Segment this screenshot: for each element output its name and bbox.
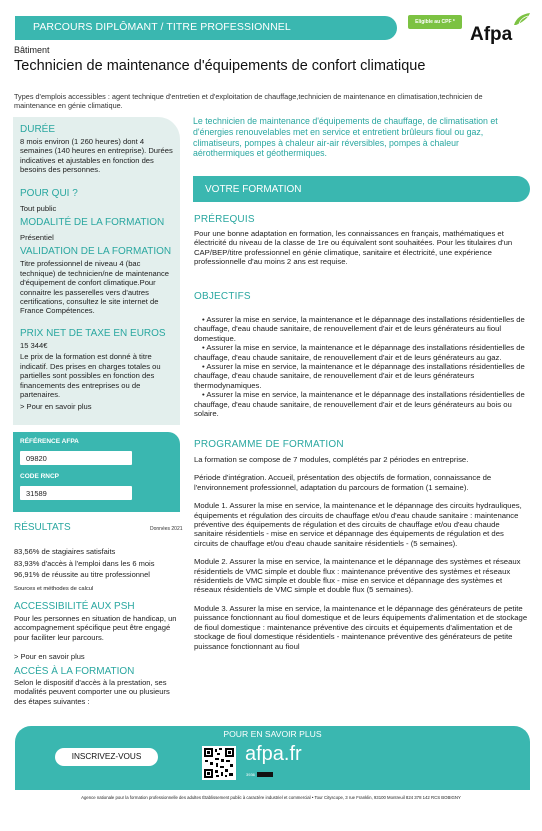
qr-code-icon [202, 746, 236, 780]
reference-afpa-value: 09820 [20, 451, 132, 465]
prerequis-heading: PRÉREQUIS [194, 214, 255, 225]
page-title: Technicien de maintenance d'équipements de confort climatique [14, 58, 426, 74]
objectifs-list [194, 315, 529, 418]
code-rncp-label: CODE RNCP [20, 473, 60, 480]
info-sidebar [13, 117, 180, 425]
results-list [14, 546, 154, 581]
prix-value: 15 344€ [20, 340, 48, 350]
service-badge [257, 772, 273, 777]
psh-text: Pour les personnes en situation de handicap, un accompagnement spécifique peut être engagé pour faciliter leur parcours. [14, 614, 177, 642]
psh-more-link[interactable]: > Pour en savoir plus [14, 652, 85, 661]
objectif-item: • Assurer la mise en service, la maintenance et le dépannage des installations résidentielles de chauffage, d'eau chaude sanitaire, de renouvellement d'air et de leurs générateurs thermodynamiques. [194, 362, 525, 390]
programme-integration: Période d'intégration. Accueil, présentation des objectifs de formation, connaissance de l'environnement professionnel, adaptation du parcours de formation (1 semaine). [194, 473, 492, 492]
objectif-item: • Assurer la mise en service, la maintenance et le dépannage des installations résidentielles de chauffage, d'eau chaude sanitaire, de renouvellement d'air et de leurs générateurs au bois ou solaire. [194, 390, 525, 419]
program-type-banner: PARCOURS DIPLÔMANT / TITRE PROFESSIONNEL [15, 16, 397, 40]
logo-wordmark: Afpa [470, 24, 513, 45]
cpf-eligible-badge: Eligible au CPF * [408, 15, 462, 29]
pour-qui-heading: POUR QUI ? [20, 187, 78, 199]
result-item: 83,93% d'accès à l'emploi dans les 6 mois [14, 558, 155, 568]
programme-text [194, 455, 529, 660]
footer-band [15, 726, 530, 790]
results-source-link[interactable]: Sources et méthodes de calcul [14, 586, 94, 592]
modalite-heading: MODALITÉ DE LA FORMATION [20, 217, 165, 229]
result-item: 83,56% de stagiaires satisfaits [14, 547, 116, 556]
programme-module-1: Module 1. Assurer la mise en service, la maintenance et le dépannage des circuits hydrauliques, équipements et régulation des circuits de chauffage et/ou d'eau chaude sanitaire : maintenance préventive des équipements de régulation et des circuits de chauffage et/ou d'eau chaude sanitaire résidentiels - mise en service et dépannage des équipements de régulation et des circuits de chauffage et/ou d'eau chaude sanitaire résidentiels - (5 semaines). [194, 501, 522, 548]
reference-afpa-label: RÉFÉRENCE AFPA [20, 438, 79, 445]
phone-code: 3936 [246, 772, 255, 777]
objectifs-heading: OBJECTIFS [194, 291, 251, 302]
validation-heading: VALIDATION DE LA FORMATION [20, 246, 172, 258]
programme-heading: PROGRAMME DE FORMATION [194, 439, 344, 450]
intro-text: Le technicien de maintenance d'équipements de chauffage, de climatisation et d'énergies renouvelables met en service et entretient brûleurs fioul ou gaz, climatiseurs, pompes à chaleur air-air réversibles, pompes à chaleur aérothermiques et géothermiques. [193, 116, 498, 159]
psh-heading: ACCESSIBILITÉ AUX PSH [14, 601, 135, 612]
modalite-text: Présentiel [20, 233, 54, 243]
acces-text: Selon le dispositif d'accès à la prestation, ses modalités peuvent comporter une ou plusieurs des étapes suivantes : [14, 678, 170, 706]
footer-heading: POUR EN SAVOIR PLUS [223, 729, 322, 739]
afpa-website-link[interactable]: afpa.fr [245, 743, 302, 765]
category-label: Bâtiment [14, 45, 50, 55]
objectif-item: • Assurer la mise en service, la maintenance et le dépannage des installations résidentielles de chauffage, d'eau chaude sanitaire, de renouvellement d'air et de leurs générateurs au fioul domestique. [194, 315, 525, 343]
validation-text: Titre professionnel de niveau 4 (bac technique) de technicien/ne de maintenance d'équipement de confort climatique.Pour connaitre les passerelles vers d'autres certifications, consultez le site internet de France Compétences. [20, 259, 170, 316]
qr-code-graphic [204, 748, 234, 778]
signup-button[interactable]: INSCRIVEZ-VOUS [55, 748, 158, 766]
votre-formation-banner: VOTRE FORMATION [193, 176, 530, 202]
prix-text: Le prix de la formation est donné à titre indicatif. Des prises en charges totales ou partielles sont possibles en fonction des financements des entreprises ou de partenaires. [20, 352, 161, 399]
objectif-item: • Assurer la mise en service, la maintenance et le dépannage des installations résidentielles de chauffage, d'eau chaude sanitaire, de renouvellement d'air et de leurs générateurs au gaz. [194, 343, 525, 362]
reference-box [13, 432, 180, 512]
pour-en-savoir-plus-link[interactable]: > Pour en savoir plus [20, 402, 92, 412]
prerequis-text: Pour une bonne adaptation en formation, les connaissances en français, mathématiques et électricité du niveau de la classe de 1re ou équivalent sont souhaitées. Pour les titulaires d'un CAP/BEP/titre professionnel en génie climatique, sanitaire et électricité, une expérience professionnelle d'au moins 2 ans est requise. [194, 229, 513, 267]
programme-intro: La formation se compose de 7 modules, complétés par 2 périodes en entreprise. [194, 455, 469, 464]
afpa-logo [470, 12, 534, 44]
pour-qui-text: Tout public [20, 203, 57, 213]
result-item: 96,91% de réussite au titre professionnel [14, 570, 150, 580]
duree-text: 8 mois environ (1 260 heures) dont 4 semaines (140 heures en entreprise). Durées indicatives et ajustables en fonction des besoins des personnes. [20, 137, 173, 175]
duree-heading: DURÉE [20, 124, 56, 135]
programme-module-3: Module 3. Assurer la mise en service, la maintenance et le dépannage des générateurs de petite puissance fonctionnant au fioul domestique et de leurs équipements d'alimentation et de stockage de fioul domestique : maintenance préventive des circuits et équipements d'alimentation et de stockage de fioul domestique résidentiels - maintenance préventive des générateurs de petite puissance fonctionnant au fioul [194, 603, 528, 651]
programme-module-2: Module 2. Assurer la mise en service, la maintenance et le dépannage des systèmes et réseaux résidentiels de VMC simple et double flux : maintenance préventive des systèmes et réseaux résidentiels de VMC simple et double flux - mise en service et dépannage des systèmes et réseaux résidentiels de VMC simple et double flux (5 semaines). [194, 557, 521, 595]
code-rncp-value: 31589 [20, 486, 132, 500]
legal-footer: Agence nationale pour la formation professionnelle des adultes Établissement public à caractère industriel et commercial • Tour Cityscope, 3 rue Franklin, 93100 Montreuil 824 378 142 RCS BOBIGNY [81, 795, 461, 800]
acces-heading: ACCÈS À LA FORMATION [14, 666, 135, 677]
accessible-jobs-text: Types d'emplois accessibles : agent technique d'entretien et d'exploitation de chauffage,technicien de maintenance en climatisation,technicien de maintenance en génie climatique. [14, 92, 483, 110]
results-heading: RÉSULTATS [14, 522, 71, 533]
prix-heading: PRIX NET DE TAXE EN EUROS [20, 327, 166, 339]
results-date: Données 2021 [150, 526, 183, 532]
